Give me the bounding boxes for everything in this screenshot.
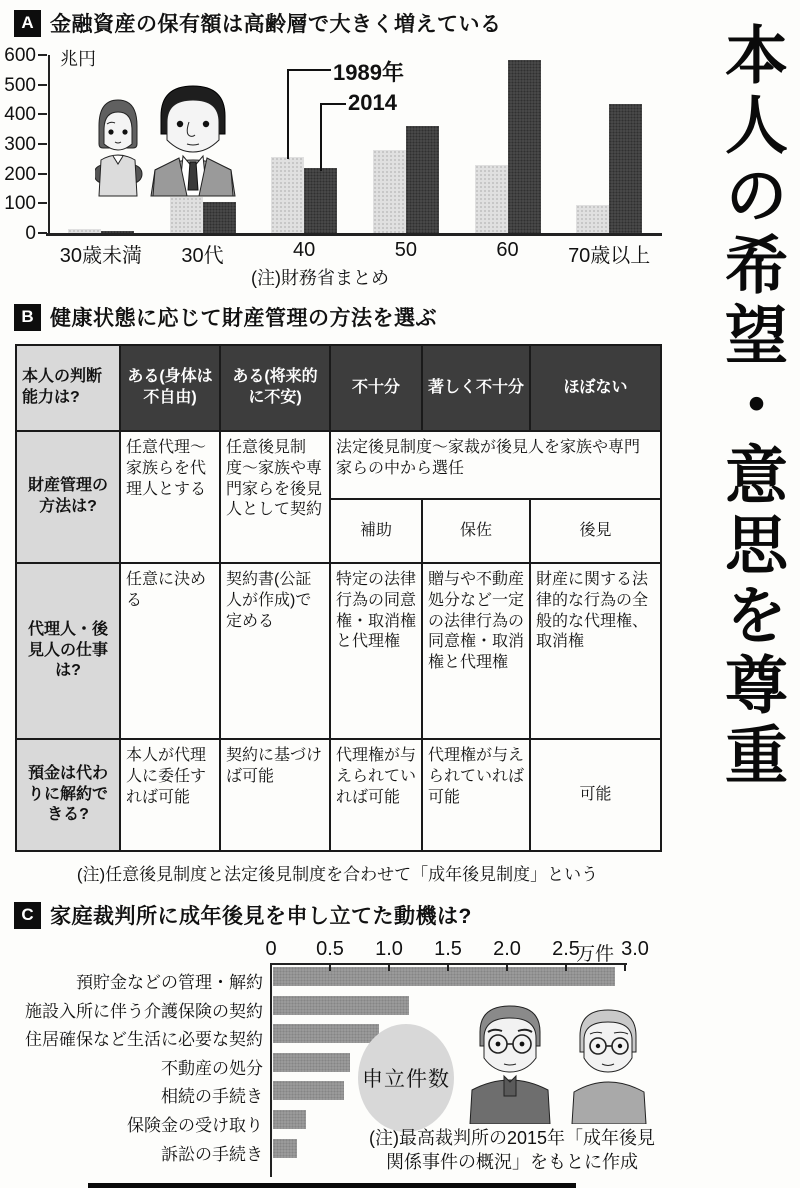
cell-hojo: 補助: [330, 499, 422, 563]
y-tick-label: 0: [25, 223, 36, 244]
y-tick-mark: [38, 173, 47, 175]
chart-c-note-line2: 関係事件の概況」をもとに作成: [386, 1152, 638, 1173]
y-tick-mark: [38, 113, 47, 115]
x-axis-unit: 万件: [576, 944, 615, 965]
chart-c-source-note: [352, 1126, 672, 1175]
cell-management-2: 任意後見制度〜家族や専門家らを後見人として契約: [220, 431, 330, 563]
section-b-title: 健康状態に応じて財産管理の方法を選ぶ: [50, 307, 437, 330]
y-tick-mark: [38, 84, 47, 86]
x-tick-label-1.5: 1.5: [434, 938, 462, 960]
cell-management-legal-span: 法定後見制度〜家裁が後見人を家族や専門家らの中から選任: [330, 431, 661, 499]
x-axis-ruler: [271, 963, 627, 965]
y-tick-mark: [38, 54, 47, 56]
bar-保険金の受け取り: [273, 1110, 306, 1129]
bar-1989年-40: [271, 157, 304, 233]
category-label: 不動産の処分: [161, 1058, 263, 1078]
cell-duties-1: 任意に決める: [120, 563, 220, 739]
cell-duties-5: 財産に関する法律的な行為の全般的な代理権、取消権: [530, 563, 661, 739]
cell-deposit-2: 契約に基づけば可能: [220, 739, 330, 851]
x-tick-label-2: 2.0: [493, 938, 521, 960]
row-label-duties: 代理人・後見人の仕事は?: [16, 563, 120, 739]
bar-1989年-30歳未満: [68, 229, 101, 234]
x-tick-mark-1: [388, 963, 390, 971]
x-tick-label-40: 40: [293, 239, 316, 261]
x-tick-mark-2.5: [565, 963, 567, 971]
section-b-marker: B: [14, 304, 41, 331]
chart-a-source-note: (注)財務省まとめ: [251, 268, 389, 288]
col-header-2: ある(将来的に不安): [220, 345, 330, 431]
y-tick-mark: [38, 202, 47, 204]
y-tick-label: 600: [4, 45, 36, 66]
section-a-marker: A: [14, 10, 41, 37]
bar-2014-40: [304, 168, 337, 233]
row-label-deposit: 預金は代わりに解約できる?: [16, 739, 120, 851]
legend-2014: 2014: [348, 90, 397, 115]
cell-deposit-3: 代理権が与えられていれば可能: [330, 739, 422, 851]
section-c-marker: C: [14, 902, 41, 929]
x-tick-label-60: 60: [496, 239, 519, 261]
bar-1989年-60: [475, 165, 508, 233]
cell-deposit-5: 可能: [530, 739, 661, 851]
cell-duties-3: 特定の法律行為の同意権・取消権と代理権: [330, 563, 422, 739]
y-tick-label: 200: [4, 163, 36, 185]
col-header-3: 不十分: [330, 345, 422, 431]
y-tick-mark: [38, 143, 47, 145]
x-tick-label-70歳以上: 70歳以上: [568, 245, 651, 267]
bar-住居確保など生活に必要な契約: [273, 1024, 379, 1043]
legend-line-2014-v: [320, 103, 322, 171]
table-b-note: (注)任意後見制度と法定後見制度を合わせて「成年後見制度」という: [76, 865, 599, 884]
category-label: 保険金の受け取り: [127, 1116, 263, 1135]
bar-2014-30歳未満: [101, 231, 134, 233]
x-axis-line: [46, 233, 662, 236]
y-tick-label: 100: [4, 193, 36, 215]
col-header-4: 著しく不十分: [422, 345, 530, 431]
y-axis-line: [270, 963, 272, 1177]
y-tick-label: 400: [4, 104, 36, 126]
bar-1989年-70歳以上: [576, 205, 609, 233]
x-tick-label-30歳未満: 30歳未満: [59, 245, 142, 267]
bar-1989年-50: [373, 150, 406, 233]
col-header-5: ほぼない: [530, 345, 661, 431]
section-a-title: 金融資産の保有額は高齢層で大きく増えている: [50, 13, 502, 36]
x-tick-label-30代: 30代: [181, 245, 224, 267]
category-label: 相続の手続き: [161, 1087, 263, 1107]
section-b-header: [14, 302, 437, 332]
category-label: 預貯金などの管理・解約: [76, 973, 263, 992]
y-tick-label: 300: [4, 134, 36, 155]
legend-line-1989-v: [287, 69, 289, 159]
vertical-headline: 本人の希望・意思を尊重: [716, 22, 786, 792]
cell-duties-4: 贈与や不動産処分など一定の法律行為の同意権・取消権と代理権: [422, 563, 530, 739]
x-tick-mark-0.5: [329, 963, 331, 971]
cell-hosa: 保佐: [422, 499, 530, 563]
guardianship-methods-table: [15, 344, 662, 852]
girl-and-businessman-illustration: [95, 82, 255, 197]
section-c-header: [14, 900, 472, 930]
x-tick-mark-3: [624, 963, 626, 971]
cell-deposit-4: 代理権が与えられていれば可能: [422, 739, 530, 851]
cell-koken: 後見: [530, 499, 661, 563]
financial-assets-bar-chart: [0, 42, 668, 292]
bar-2014-70歳以上: [609, 104, 642, 233]
y-tick-label: 500: [4, 74, 36, 96]
section-c-title: 家庭裁判所に成年後見を申し立てた動機は?: [50, 905, 472, 928]
chart-c-note-line1: (注)最高裁判所の2015年「成年後見: [368, 1128, 656, 1148]
bar-2014-60: [508, 60, 541, 233]
category-label: 施設入所に伴う介護保険の契約: [25, 1001, 263, 1021]
section-a-header: [14, 8, 502, 38]
bar-預貯金などの管理・解約: [273, 967, 615, 986]
guardianship-motives-bar-chart: [0, 938, 672, 1188]
bar-2014-30代: [203, 202, 236, 233]
legend-line-2014-h: [320, 103, 346, 105]
category-label: 住居確保など生活に必要な契約: [25, 1030, 263, 1050]
elderly-couple-illustration: [462, 1002, 662, 1124]
bar-不動産の処分: [273, 1053, 350, 1072]
bar-相続の手続き: [273, 1081, 344, 1100]
x-tick-label-0.5: 0.5: [316, 938, 344, 960]
row-label-management: 財産管理の方法は?: [16, 431, 120, 563]
bar-施設入所に伴う介護保険の契約: [273, 996, 409, 1015]
bar-group-60: [457, 55, 559, 233]
bar-group-70歳以上: [558, 55, 660, 233]
x-tick-mark-2: [506, 963, 508, 971]
cell-duties-2: 契約書(公証人が作成)で定める: [220, 563, 330, 739]
cell-deposit-1: 本人が代理人に委任すれば可能: [120, 739, 220, 851]
x-tick-label-1: 1.0: [375, 938, 403, 960]
applications-count-badge: [358, 1024, 454, 1132]
cell-management-1: 任意代理〜家族らを代理人とする: [120, 431, 220, 563]
col-header-1: ある(身体は不自由): [120, 345, 220, 431]
x-tick-label-2.5: 2.5: [552, 938, 580, 960]
legend-line-1989-h: [287, 69, 331, 71]
y-axis-unit: 兆円: [60, 49, 96, 69]
x-tick-label-50: 50: [394, 239, 417, 261]
legend-1989: 1989年: [333, 60, 404, 85]
bar-2014-50: [406, 126, 439, 233]
x-tick-label-3: 3.0: [621, 938, 649, 960]
x-tick-label-0: 0: [265, 938, 277, 960]
bar-訴訟の手続き: [273, 1139, 297, 1158]
table-corner-header: 本人の判断能力は?: [16, 345, 120, 431]
bar-1989年-30代: [170, 197, 203, 233]
bottom-rule: [88, 1183, 576, 1188]
x-tick-mark-1.5: [447, 963, 449, 971]
y-tick-mark: [38, 232, 47, 234]
category-label: 訴訟の手続き: [161, 1144, 263, 1164]
applications-count-label: 申立件数: [362, 1068, 450, 1091]
